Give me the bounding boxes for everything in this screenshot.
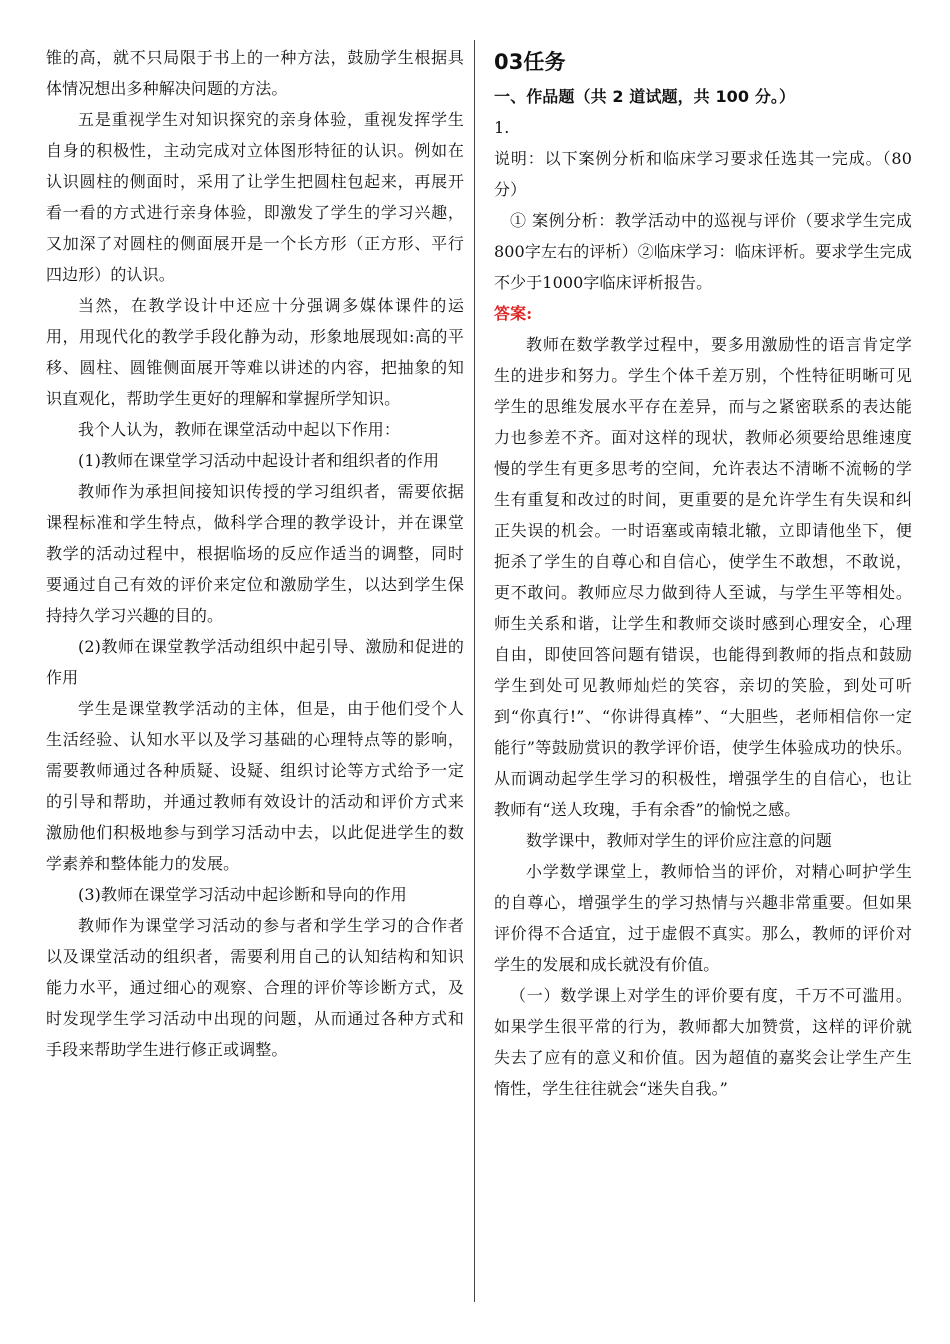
column-divider xyxy=(474,40,475,1302)
left-paragraph: 锥的高，就不只局限于书上的一种方法，鼓励学生根据具体情况想出多种解决问题的方法。 xyxy=(46,48,464,98)
left-paragraph: 教师作为承担间接知识传授的学习组织者，需要依据课程标准和学生特点，做科学合理的教学设计，并在课堂教学的活动过程中，根据临场的反应作适当的调整，同时要通过自己有效的评价来定位和激励学生，以达到学生保持持久学习兴趣的目的。 xyxy=(46,482,464,625)
answer-paragraph: 教师在数学教学过程中，要多用激励性的语言肯定学生的进步和努力。学生个体千差万别，个性特征明晰可见学生的思维发展水平存在差异，而与之紧密联系的表达能力也参差不齐。面对这样的现状，教师必须要给思维速度慢的学生有更多思考的空间，允许表达不清晰不流畅的学生有重复和改过的时间，更重要的是允许学生有失误和纠正失误的机会。一时语塞或南辕北辙，立即请他坐下，便扼杀了学生的自尊心和自信心，使学生不敢想，不敢说，更不敢问。教师应尽力做到待人至诚，与学生平等相处。师生关系和谐，让学生和教师交谈时感到心理安全，心理自由，即使回答问题有错误，也能得到教师的指点和鼓励学生到处可见教师灿烂的笑容，亲切的笑脸，到处可听到“你真行!”、“你讲得真棒”、“大胆些，老师相信你一定能行”等鼓励赏识的教学评价语，使学生体验成功的快乐。从而调动起学生学习的积极性，增强学生的自信心，也让教师有“送人玫瑰，手有余香”的愉悦之感。 xyxy=(494,335,912,819)
question-number: 1. xyxy=(494,118,510,137)
task-title: 03任务 xyxy=(494,50,566,74)
right-column xyxy=(494,42,912,1104)
section-heading: 一、作品题（共 2 道试题，共 100 分。） xyxy=(494,87,796,106)
question-options: ① 案例分析：教学活动中的巡视与评价（要求学生完成800字左右的评析）②临床学习：临床评析。要求学生完成不少于1000字临床评析报告。 xyxy=(494,211,912,292)
left-subheading: (1)教师在课堂学习活动中起设计者和组织者的作用 xyxy=(78,451,440,470)
answer-subheading: 数学课中，教师对学生的评价应注意的问题 xyxy=(526,831,832,850)
left-column xyxy=(46,42,464,1065)
answer-paragraph: 小学数学课堂上，教师恰当的评价，对精心呵护学生的自尊心，增强学生的学习热情与兴趣非常重要。但如果评价得不合适宜，过于虚假不真实。那么，教师的评价对学生的发展和成长就没有价值。 xyxy=(494,862,912,974)
left-paragraph: 教师作为课堂学习活动的参与者和学生学习的合作者以及课堂活动的组织者，需要利用自己的认知结构和知识能力水平，通过细心的观察、合理的评价等诊断方式，及时发现学生学习活动中出现的问题，从而通过各种方式和手段来帮助学生进行修正或调整。 xyxy=(46,916,464,1059)
left-paragraph: 我个人认为，教师在课堂活动中起以下作用： xyxy=(78,420,401,439)
left-subheading: (2)教师在课堂教学活动组织中起引导、激励和促进的作用 xyxy=(46,637,464,687)
answer-paragraph: （一）数学课上对学生的评价要有度，千万不可滥用。如果学生很平常的行为，教师都大加赞赏，这样的评价就失去了应有的意义和价值。因为超值的嘉奖会让学生产生惰性，学生往往就会“迷失自我。” xyxy=(494,986,912,1098)
left-paragraph: 五是重视学生对知识探究的亲身体验，重视发挥学生自身的积极性，主动完成对立体图形特征的认识。例如在认识圆柱的侧面时，采用了让学生把圆柱包起来，再展开看一看的方式进行亲身体验，即激发了学生的学习兴趣，又加深了对圆柱的侧面展开是一个长方形（正方形、平行四边形）的认识。 xyxy=(46,110,464,284)
left-subheading: (3)教师在课堂学习活动中起诊断和导向的作用 xyxy=(78,885,407,904)
left-paragraph: 学生是课堂教学活动的主体，但是，由于他们受个人生活经验、认知水平以及学习基础的心理特点等的影响，需要教师通过各种质疑、设疑、组织讨论等方式给予一定的引导和帮助，并通过教师有效设计的活动和评价方式来激励他们积极地参与到学习活动中去，以此促进学生的数学素养和整体能力的发展。 xyxy=(46,699,464,873)
left-paragraph: 当然，在教学设计中还应十分强调多媒体课件的运用，用现代化的教学手段化静为动，形象地展现如:高的平移、圆柱、圆锥侧面展开等难以讲述的内容，把抽象的知识直观化，帮助学生更好的理解和掌握所学知识。 xyxy=(46,296,464,408)
answer-label: 答案: xyxy=(494,304,533,323)
question-description: 说明：以下案例分析和临床学习要求任选其一完成。（80分） xyxy=(494,149,912,199)
